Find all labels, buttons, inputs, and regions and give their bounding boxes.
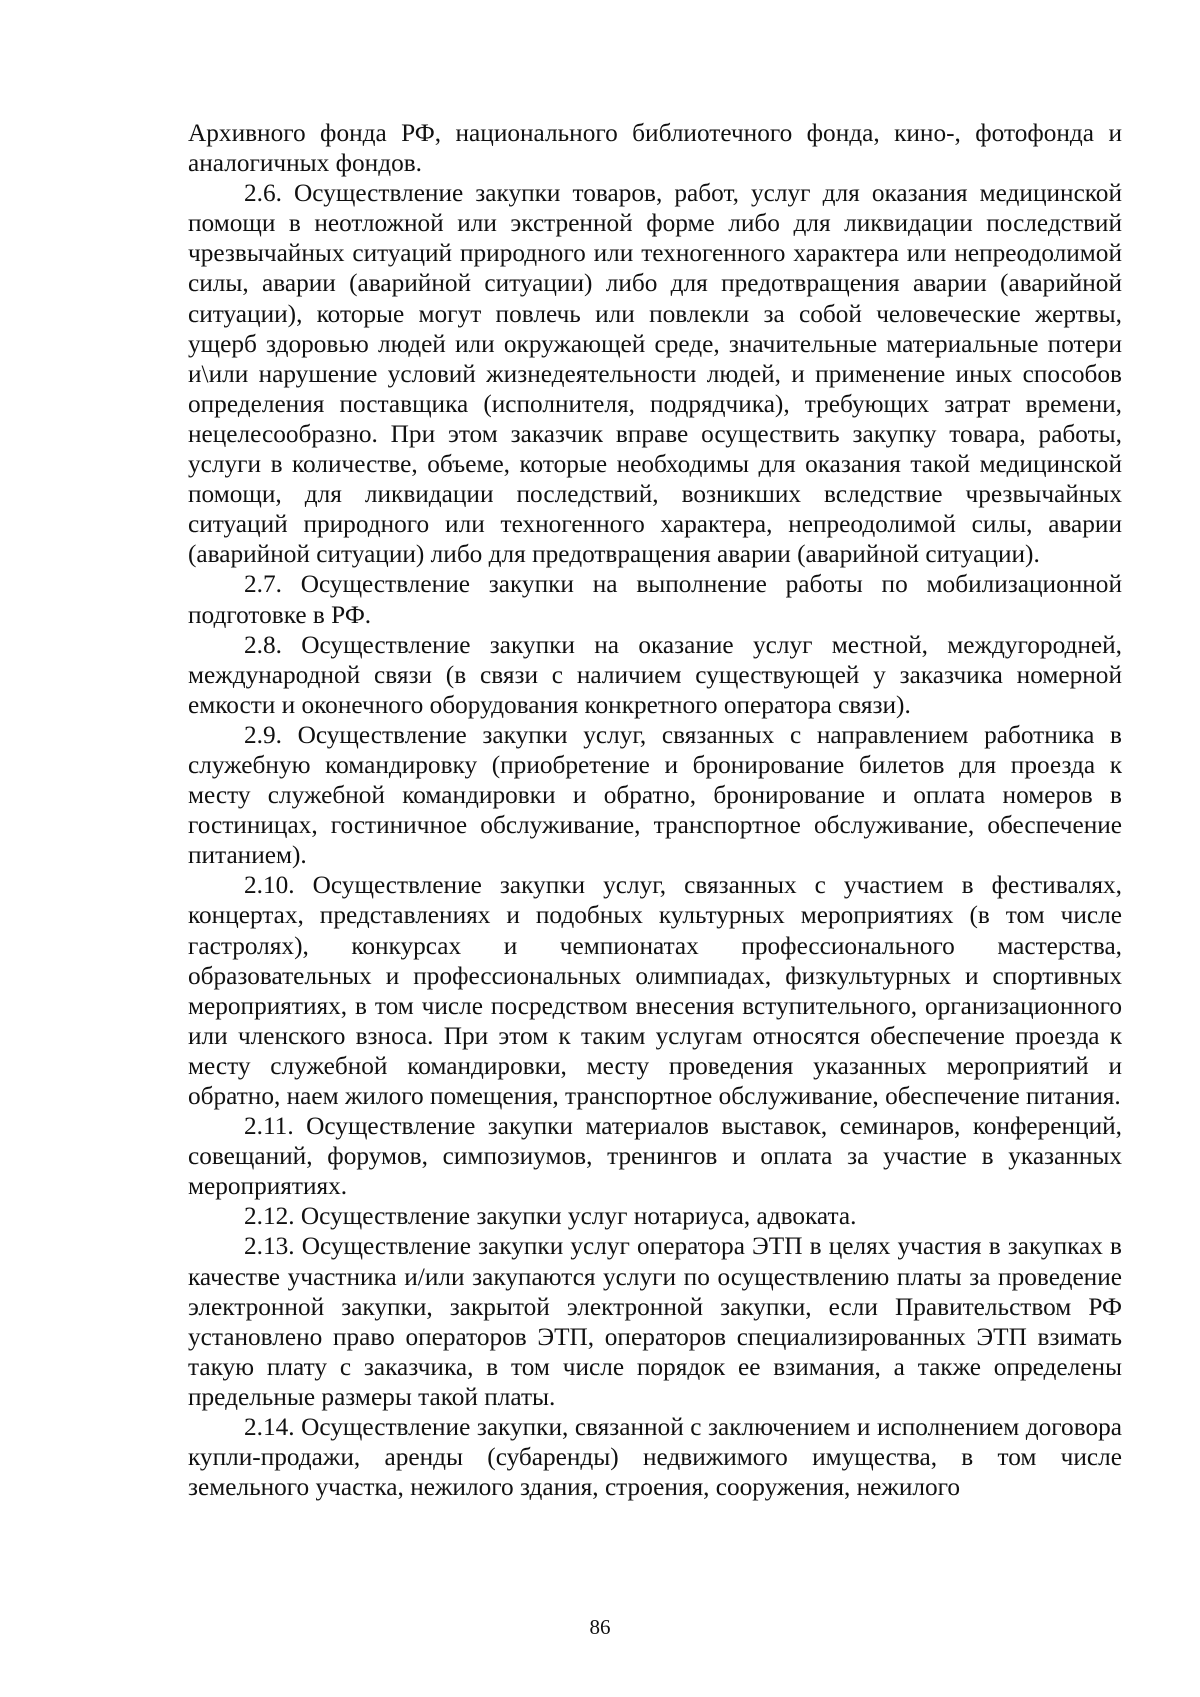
- paragraph-2-14: 2.14. Осуществление закупки, связанной с заключением и исполнением договора купли-продажи, аренды (субаренды) недвижимого имущества, в том числе земельного участка, нежилого здания, строения, сооружения, нежилого: [188, 1413, 1122, 1502]
- paragraph-2-8: 2.8. Осуществление закупки на оказание услуг местной, междугородней, международной связи (в связи с наличием существующей у заказчика номерной емкости и оконечного оборудования конкретного оператора связи).: [188, 630, 1122, 719]
- paragraph-2-12: 2.12. Осуществление закупки услуг нотариуса, адвоката.: [244, 1202, 857, 1231]
- paragraph-2-10: 2.10. Осуществление закупки услуг, связанных с участием в фестивалях, концертах, представлениях и подобных культурных мероприятиях (в том числе гастролях), конкурсах и чемпионатах профессионального мастерства, образовательных и профессиональных олимпиадах, физкультурных и спортивных мероприятиях, в том числе посредством внесения вступительного, организационного или членского взноса. При этом к таким услугам относятся обеспечение проезда к месту служебной командировки, месту проведения указанных мероприятий и обратно, наем жилого помещения, транспортное обслуживание, обеспечение питания.: [188, 871, 1122, 1110]
- document-body: [188, 118, 1122, 1502]
- paragraph-2-13: 2.13. Осуществление закупки услуг оператора ЭТП в целях участия в закупках в качестве участника и/или закупаются услуги по осуществлению платы за проведение электронной закупки, закрытой электронной закупки, если Правительством РФ установлено право операторов ЭТП, операторов специализированных ЭТП взимать такую плату с заказчика, в том числе порядок ее взимания, а также определены предельные размеры такой платы.: [188, 1232, 1122, 1411]
- paragraph-2-6: 2.6. Осуществление закупки товаров, работ, услуг для оказания медицинской помощи в неотложной или экстренной форме либо для ликвидации последствий чрезвычайных ситуаций природного или техногенного характера или непреодолимой силы, аварии (аварийной ситуации) либо для предотвращения аварии (аварийной ситуации), которые могут повлечь или повлекли за собой человеческие жертвы, ущерб здоровью людей или окружающей среде, значительные материальные потери и\или нарушение условий жизнедеятельности людей, и применение иных способов определения поставщика (исполнителя, подрядчика), требующих затрат времени, нецелесообразно. При этом заказчик вправе осуществить закупку товара, работы, услуги в количестве, объеме, которые необходимы для оказания такой медицинской помощи, для ликвидации последствий, возникших вследствие чрезвычайных ситуаций природного или техногенного характера, непреодолимой силы, аварии (аварийной ситуации) либо для предотвращения аварии (аварийной ситуации).: [188, 179, 1122, 569]
- paragraph-continuation: Архивного фонда РФ, национального библиотечного фонда, кино-, фотофонда и аналогичных фондов.: [188, 119, 1122, 178]
- paragraph-2-7: 2.7. Осуществление закупки на выполнение работы по мобилизационной подготовке в РФ.: [188, 570, 1122, 629]
- paragraph-2-11: 2.11. Осуществление закупки материалов выставок, семинаров, конференций, совещаний, форумов, симпозиумов, тренингов и оплата за участие в указанных мероприятиях.: [188, 1112, 1122, 1201]
- page-number: 86: [589, 1615, 611, 1639]
- paragraph-2-9: 2.9. Осуществление закупки услуг, связанных с направлением работника в служебную командировку (приобретение и бронирование билетов для проезда к месту служебной командировки и обратно, бронирование и оплата номеров в гостиницах, гостиничное обслуживание, транспортное обслуживание, обеспечение питанием).: [188, 720, 1122, 870]
